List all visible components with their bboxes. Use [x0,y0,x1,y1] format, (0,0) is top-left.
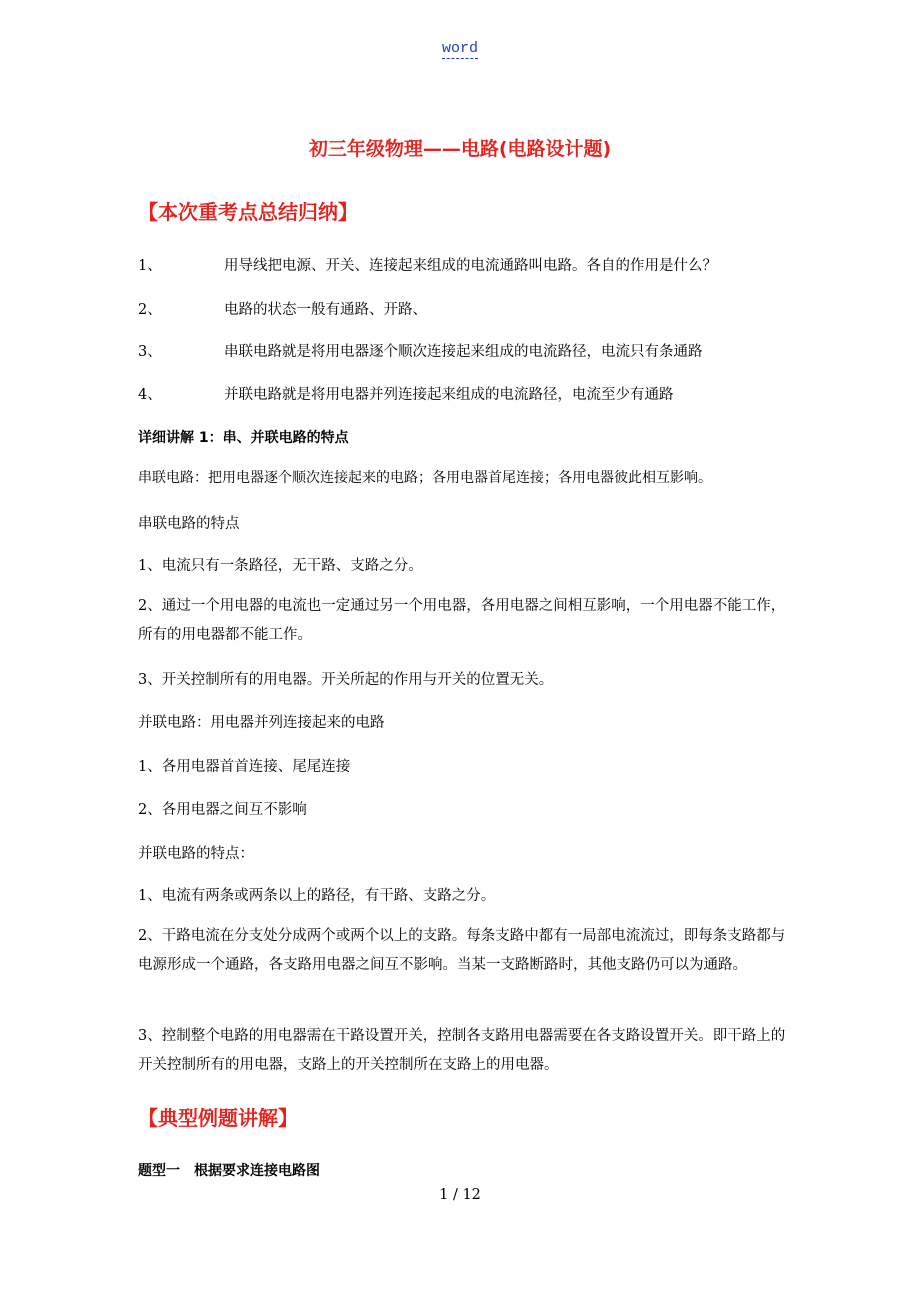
detail-heading: 详细讲解 1：串、并联电路的特点 [138,430,349,446]
series-definition: 串联电路：把用电器逐个顺次连接起来的电路；各用电器首尾连接；各用电器彼此相互影响。 [138,470,712,486]
parallel-point-3: 3、控制整个电路的用电器需在干路设置开关，控制各支路用电器需要在各支路设置开关。即干路上的开关控制所有的用电器，支路上的开关控制所在支路上的用电器。 [138,1028,786,1073]
summary-item-3-text: 串联电路就是将用电器逐个顺次连接起来组成的电流路径，电流只有条通路 [224,344,703,360]
parallel-definition: 并联电路：用电器并列连接起来的电路 [138,715,385,731]
document-title: 初三年级物理——电路(电路设计题) [308,138,612,160]
summary-item-1-text: 用导线把电源、开关、连接起来组成的电流通路叫电路。各自的作用是什么？ [224,258,717,274]
summary-item-4-text: 并联电路就是将用电器并列连接起来组成的电流路径，电流至少有通路 [224,387,674,403]
section-heading-summary: 【本次重考点总结归纳】 [138,200,358,224]
parallel-point-2: 2、干路电流在分支处分成两个或两个以上的支路。每条支路中都有一局部电流流过，即每条支路都与电源形成一个通路，各支路用电器之间互不影响。当某一支路断路时，其他支路仍可以为通路。 [138,928,786,973]
summary-item-2-number: 2、 [138,302,162,318]
series-point-1: 1、电流只有一条路径，无干路、支路之分。 [138,558,423,574]
summary-item-3-number: 3、 [138,344,162,360]
series-point-3: 3、开关控制所有的用电器。开关所起的作用与开关的位置无关。 [138,672,554,688]
series-features-title: 串联电路的特点 [138,516,240,532]
parallel-features-title: 并联电路的特点： [138,846,254,862]
parallel-trait-1: 1、各用电器首首连接、尾尾连接 [138,759,351,775]
section-heading-examples: 【典型例题讲解】 [138,1106,298,1130]
summary-item-1-number: 1、 [138,258,162,274]
summary-item-2-text: 电路的状态一般有通路、开路、 [224,302,427,318]
header-link-text[interactable]: word [441,40,478,57]
summary-item-4-number: 4、 [138,387,162,403]
parallel-point-1: 1、电流有两条或两条以上的路径，有干路、支路之分。 [138,888,496,904]
header-word-link[interactable] [0,40,920,57]
page-number: 1 / 12 [439,1187,481,1203]
series-point-2: 2、通过一个用电器的电流也一定通过另一个用电器，各用电器之间相互影响，一个用电器不能工作，所有的用电器都不能工作。 [138,598,786,643]
parallel-trait-2: 2、各用电器之间互不影响 [138,802,307,818]
type-1-heading: 题型一 根据要求连接电路图 [138,1163,320,1179]
